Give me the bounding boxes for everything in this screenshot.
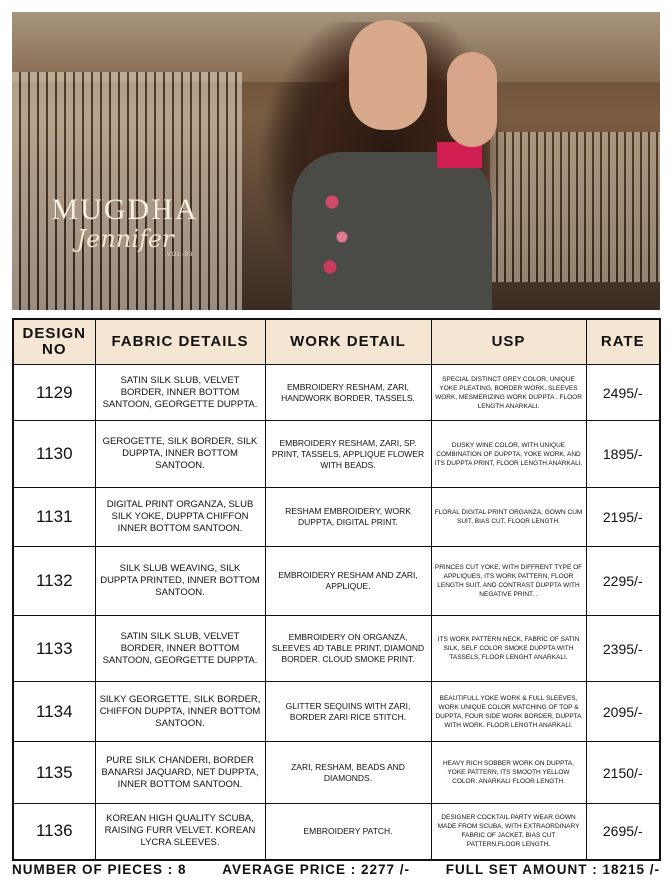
work-detail: EMBROIDERY PATCH. (265, 804, 431, 860)
work-detail: EMBROIDERY RESHAM, ZARI, SP. PRINT, TASSELS, APPLIQUE FLOWER WITH BEADS. (265, 421, 431, 488)
header-rate: RATE (586, 319, 660, 365)
table-row (13, 488, 660, 547)
model-face (349, 20, 427, 130)
dress-embroidery (312, 182, 362, 292)
fabric-details: GEROGETTE, SILK BORDER, SILK DUPPTA, INNER BOTTOM SANTOON. (95, 421, 265, 488)
fabric-details: SILKY GEORGETTE, SILK BORDER, CHIFFON DUPPTA, INNER BOTTOM SANTOON. (95, 682, 265, 742)
work-detail: EMBROIDERY ON ORGANZA, SLEEVES 4D TABLE PRINT. DIAMOND BORDER. CLOUD SMOKE PRINT. (265, 616, 431, 682)
design-number: 1131 (13, 488, 95, 547)
design-number: 1136 (13, 804, 95, 860)
average-price: AVERAGE PRICE : 2277 /- (222, 862, 411, 877)
work-detail: GLITTER SEQUINS WITH ZARI, BORDER ZARI RICE STITCH. (265, 682, 431, 742)
work-detail: EMBROIDERY RESHAM AND ZARI, APPLIQUE. (265, 547, 431, 616)
rate-value: 2195/- (586, 488, 660, 547)
model-photo (267, 12, 527, 310)
design-number: 1130 (13, 421, 95, 488)
summary-footer (12, 862, 660, 877)
model-hand (447, 52, 497, 147)
full-set-amount: FULL SET AMOUNT : 18215 /- (445, 862, 660, 877)
rate-value: 2295/- (586, 547, 660, 616)
number-of-pieces: NUMBER OF PIECES : 8 (12, 862, 187, 877)
design-number: 1133 (13, 616, 95, 682)
catalog-table (12, 318, 661, 861)
header-usp: USP (431, 319, 586, 365)
fabric-details: SATIN SILK SLUB, VELVET BORDER, INNER BOTTOM SANTOON, GEORGETTE DUPPTA. (95, 616, 265, 682)
header-work-detail: WORK DETAIL (265, 319, 431, 365)
rate-value: 2495/- (586, 365, 660, 421)
hero-banner (12, 12, 660, 310)
usp-text: SPECIAL DISTINCT GREY COLOR, UNIQUE YOKE PLEATING, BORDER WORK, SLEEVES WORK, MESMERIZING WORK DUPPTA . FLOOR LENGTH ANARKALI. (431, 365, 586, 421)
fabric-details: PURE SILK CHANDERI, BORDER BANARSI JAQUARD, NET DUPPTA, INNER BOTTOM SANTOON. (95, 742, 265, 804)
header-fabric-details: FABRIC DETAILS (95, 319, 265, 365)
fabric-details: SILK SLUB WEAVING, SILK DUPPTA PRINTED, INNER BOTTOM SANTOON. (95, 547, 265, 616)
table-header-row (13, 319, 660, 365)
table-row (13, 616, 660, 682)
design-number: 1134 (13, 682, 95, 742)
work-detail: RESHAM EMBROIDERY, WORK DUPPTA, DIGITAL PRINT. (265, 488, 431, 547)
design-number: 1129 (13, 365, 95, 421)
piano-keys-left (12, 72, 242, 310)
design-number: 1132 (13, 547, 95, 616)
usp-text: DESIGNER COCKTAIL PARTY WEAR GOWN MADE FROM SCUBA, WITH EXTRAORDINARY FABRIC OF JACKET, BIAS CUT PATTERN,FLOOR LENGTH. (431, 804, 586, 860)
rate-value: 2150/- (586, 742, 660, 804)
usp-text: BEAUTIFULL YOKE WORK & FULL SLEEVES, WORK UNIQUE COLOR MATCHING OF TOP & DUPPTA, FOUR SIDE WORK BORDER, DUPPTA WITH WORK. FLOOR LENGTH ANARKALI. (431, 682, 586, 742)
table-row (13, 742, 660, 804)
rate-value: 2395/- (586, 616, 660, 682)
work-detail: EMBROIDERY RESHAM, ZARI, HANDWORK BORDER, TASSELS. (265, 365, 431, 421)
rate-value: 2695/- (586, 804, 660, 860)
table-row (13, 421, 660, 488)
fabric-details: SATIN SILK SLUB, VELVET BORDER, INNER BOTTOM SANTOON, GEORGETTE DUPPTA. (95, 365, 265, 421)
brand-logo (30, 194, 220, 258)
rate-value: 2095/- (586, 682, 660, 742)
brand-name: MUGDHA (51, 193, 199, 226)
design-number: 1135 (13, 742, 95, 804)
usp-text: FLORAL DIGITAL PRINT ORGANZA, GOWN CUM SUIT, BIAS CUT, FLOOR LENGTH. (431, 488, 586, 547)
table-row (13, 547, 660, 616)
collection-name: Jennifer (76, 225, 174, 253)
header-design-no: DESIGN NO (13, 319, 95, 365)
work-detail: ZARI, RESHAM, BEADS AND DIAMONDS. (265, 742, 431, 804)
usp-text: ITS WORK PATTERN NECK, FABRIC OF SATIN SILK, SELF COLOR SMOKE DUPPTA WITH TASSELS, FLOOR LENGHT ANARKALI. (431, 616, 586, 682)
fabric-details: DIGITAL PRINT ORGANZA, SLUB SILK YOKE, DUPPTA CHIFFON INNER BOTTOM SANTOON. (95, 488, 265, 547)
fabric-details: KOREAN HIGH QUALITY SCUBA, RAISING FURR VELVET. KOREAN LYCRA SLEEVES. (95, 804, 265, 860)
volume-label: VOL-03 (166, 252, 194, 258)
usp-text: HEAVY RICH SOBBER WORK ON DUPPTA, YOKE PATTERN, ITS SMOOTH YELLOW COLOR. ANARKALI FLOOR LENGTH. (431, 742, 586, 804)
table-row (13, 804, 660, 860)
usp-text: PRINCES CUT YOKE, WITH DIFFRENT TYPE OF APPLIQUES, ITS WORK PATTERN, FLOOR LENGTH SUIT. AND CONTRAST DUPPTA WITH NEGATIVE PRINT. . (431, 547, 586, 616)
table-row (13, 682, 660, 742)
rate-value: 1895/- (586, 421, 660, 488)
usp-text: DUSKY WINE COLOR, WITH UNIQUE COMBINATION OF DUPPTA, YOKE WORK, AND ITS DUPPTA PRINT, FLOOR LENGTH ANARKALI. (431, 421, 586, 488)
table-row (13, 365, 660, 421)
